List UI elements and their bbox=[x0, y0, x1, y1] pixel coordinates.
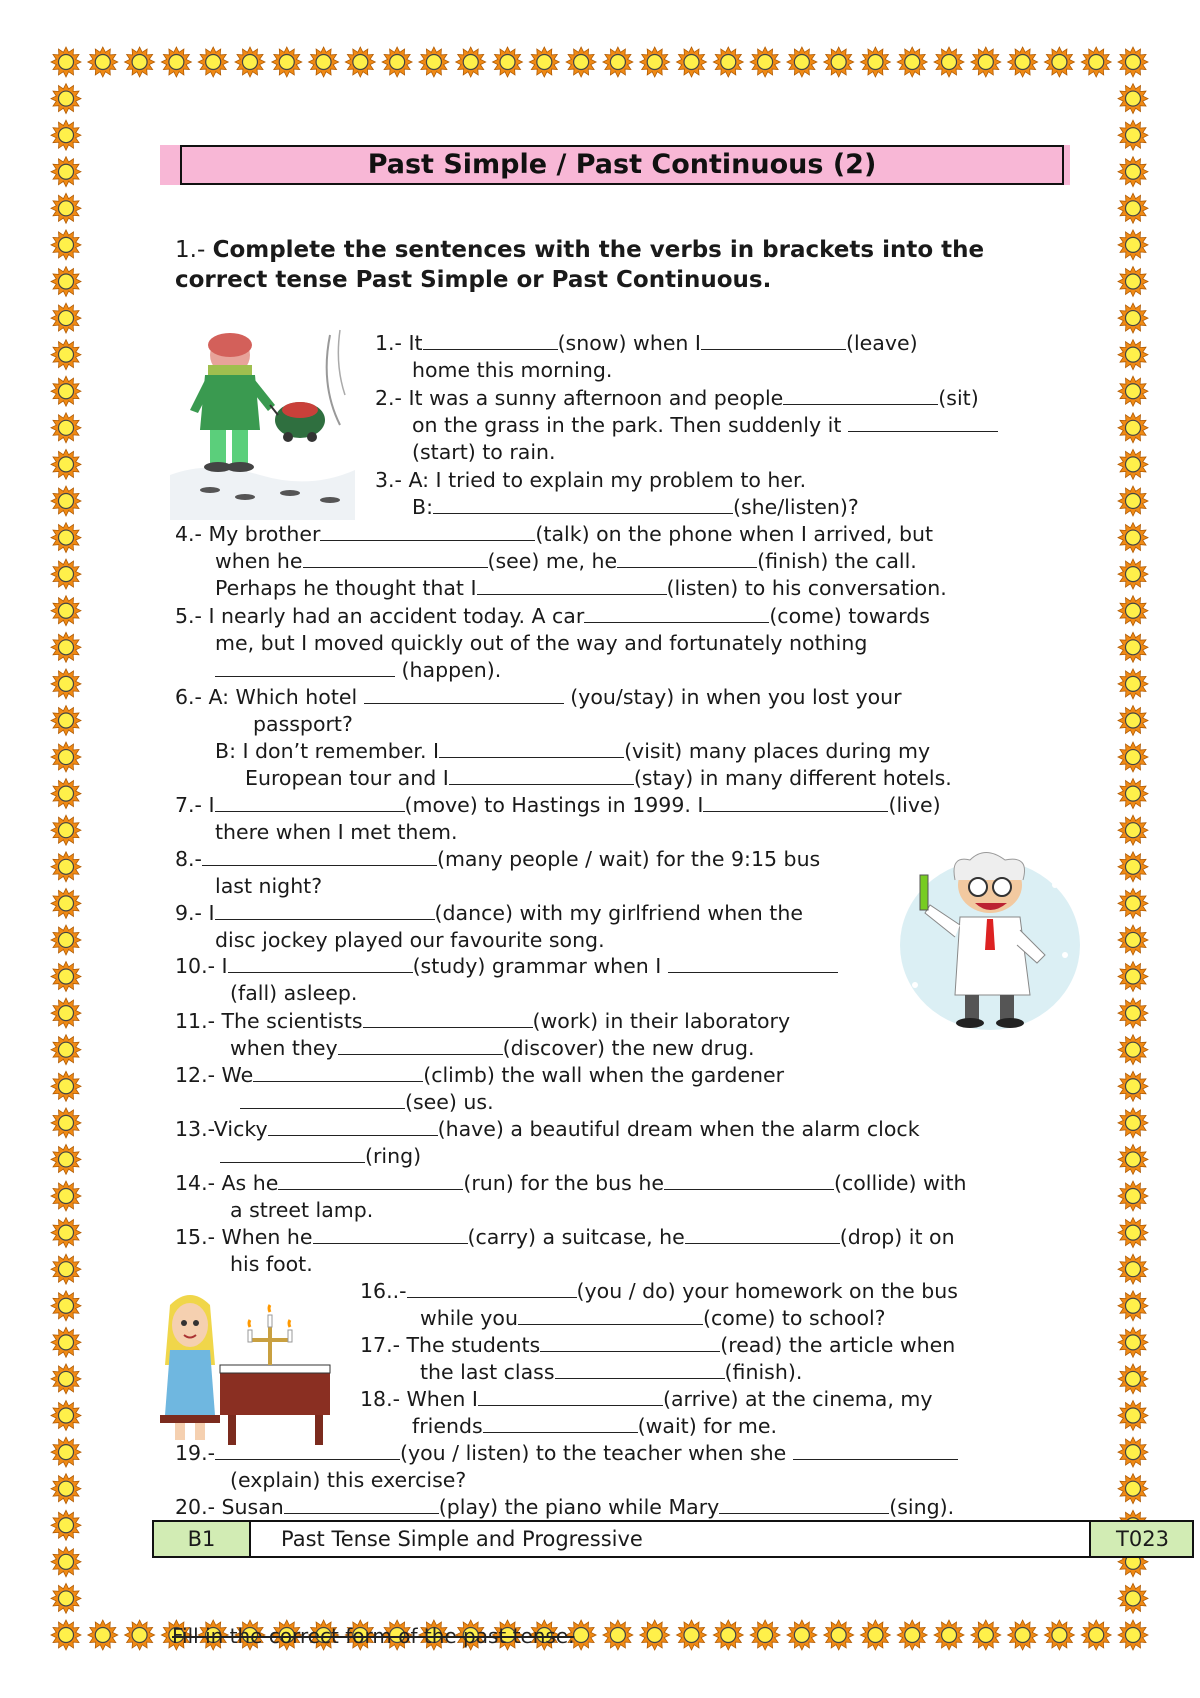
exercise-item-19: 19.- (you / listen) to the teacher when she (explain) this exercise? bbox=[175, 1440, 958, 1494]
answer-blank[interactable] bbox=[215, 793, 405, 812]
answer-blank[interactable] bbox=[540, 1333, 720, 1352]
topic-label: Past Tense Simple and Progressive bbox=[251, 1522, 1091, 1556]
answer-blank[interactable] bbox=[664, 1171, 834, 1190]
answer-blank[interactable] bbox=[303, 549, 488, 568]
exercise-item-1: 1.- It (snow) when I (leave) home this morning. bbox=[375, 331, 918, 382]
answer-blank[interactable] bbox=[313, 1225, 468, 1244]
answer-blank[interactable] bbox=[449, 766, 634, 785]
answer-blank[interactable] bbox=[518, 1306, 703, 1325]
answer-blank[interactable] bbox=[320, 522, 535, 541]
girl-at-piano-illustration bbox=[150, 1285, 340, 1450]
answer-blank[interactable] bbox=[439, 739, 624, 758]
answer-blank[interactable] bbox=[483, 1414, 638, 1433]
answer-blank[interactable] bbox=[202, 847, 437, 866]
answer-blank[interactable] bbox=[363, 1009, 533, 1028]
exercise-item-4: 4.- My brother (talk) on the phone when I arrived, but when he (see) me, he (finish) the call. Perhaps he thought that I (listen) to his conversation. bbox=[175, 522, 947, 600]
boy-in-snow-illustration bbox=[170, 325, 355, 520]
answer-blank[interactable] bbox=[278, 1171, 463, 1190]
exercise-item-11: 11.- The scientists (work) in their laboratory when they (discover) the new drug. bbox=[175, 1009, 791, 1060]
answer-blank[interactable] bbox=[783, 386, 938, 405]
answer-blank[interactable] bbox=[364, 685, 564, 704]
answer-blank[interactable] bbox=[848, 413, 998, 432]
answer-blank[interactable] bbox=[617, 549, 757, 568]
answer-blank[interactable] bbox=[584, 604, 769, 623]
exercise-item-15: 15.- When he (carry) a suitcase, he (drop) it on his foot. bbox=[175, 1225, 955, 1276]
answer-blank[interactable] bbox=[407, 1279, 577, 1298]
exercise-item-18: 18.- When I (arrive) at the cinema, my friends (wait) for me. bbox=[360, 1387, 933, 1438]
answer-blank[interactable] bbox=[478, 1387, 663, 1406]
answer-blank[interactable] bbox=[215, 1441, 400, 1460]
answer-blank[interactable] bbox=[719, 1495, 889, 1514]
exercise-item-14: 14.- As he (run) for the bus he (collide) with a street lamp. bbox=[175, 1171, 967, 1222]
exercise-item-8: 8.- (many people / wait) for the 9:15 bus last night? bbox=[175, 847, 821, 898]
answer-blank[interactable] bbox=[703, 793, 888, 812]
exercise-item-9: 9.- I (dance) with my girlfriend when the disc jockey played our favourite song. bbox=[175, 901, 803, 952]
answer-blank[interactable] bbox=[668, 954, 838, 973]
exercise-item-2: 2.- It was a sunny afternoon and people (sit) on the grass in the park. Then suddenly it (start) to rain. bbox=[375, 385, 998, 466]
exercise-item-6: 6.- A: Which hotel (you/stay) in when you lost your passport? B: I don’t remember. I (visit) many places during my European tour and I (stay) in many different hotels. bbox=[175, 685, 952, 790]
page-title: Past Simple / Past Continuous (2) bbox=[367, 149, 877, 180]
exercise-item-17: 17.- The students (read) the article when the last class (finish). bbox=[360, 1333, 956, 1384]
exercise-instruction bbox=[175, 235, 1055, 295]
exercise-item-16: 16..- (you / do) your homework on the bus while you (come) to school? bbox=[360, 1279, 958, 1330]
exercise-item-7: 7.- I (move) to Hastings in 1999. I (live) there when I met them. bbox=[175, 793, 941, 844]
answer-blank[interactable] bbox=[555, 1360, 725, 1379]
answer-blank[interactable] bbox=[793, 1441, 958, 1460]
exercise-item-13: 13.-Vicky (have) a beautiful dream when the alarm clock (ring) bbox=[175, 1117, 920, 1168]
exercise-item-5: 5.- I nearly had an accident today. A car (come) towards me, but I moved quickly out of the way and fortunately nothing (happen). bbox=[175, 604, 930, 682]
answer-blank[interactable] bbox=[215, 901, 435, 920]
level-label: B1 bbox=[154, 1522, 251, 1556]
answer-blank[interactable] bbox=[685, 1225, 840, 1244]
next-instruction-text: Fill in the correct form of the past tense. bbox=[172, 1624, 575, 1648]
exercise-item-12: 12.- We (climb) the wall when the gardener (see) us. bbox=[175, 1063, 785, 1114]
answer-blank[interactable] bbox=[338, 1036, 503, 1055]
exercise-item-10: 10.- I (study) grammar when I (fall) asleep. bbox=[175, 953, 838, 1007]
answer-blank[interactable] bbox=[240, 1090, 405, 1109]
answer-blank[interactable] bbox=[701, 331, 846, 350]
answer-blank[interactable] bbox=[268, 1117, 438, 1136]
answer-blank[interactable] bbox=[253, 1063, 423, 1082]
instruction-number: 1.- bbox=[175, 237, 213, 263]
answer-blank[interactable] bbox=[433, 495, 733, 514]
title-bar bbox=[160, 145, 1080, 185]
worksheet-footer bbox=[152, 1520, 1194, 1558]
answer-blank[interactable] bbox=[228, 954, 413, 973]
answer-blank[interactable] bbox=[220, 1144, 365, 1163]
answer-blank[interactable] bbox=[477, 576, 667, 595]
scientist-illustration bbox=[895, 845, 1085, 1035]
answer-blank[interactable] bbox=[215, 658, 395, 677]
code-label: T023 bbox=[1116, 1527, 1169, 1551]
answer-blank[interactable] bbox=[284, 1495, 439, 1514]
exercise-item-20: 20.- Susan (play) the piano while Mary (sing). bbox=[175, 1495, 955, 1519]
exercise-item-3: 3.- A: I tried to explain my problem to her. B: (she/listen)? bbox=[375, 468, 859, 519]
instruction-text: Complete the sentences with the verbs in brackets into the correct tense Past Simple or Past Continuous. bbox=[175, 237, 985, 293]
answer-blank[interactable] bbox=[423, 331, 558, 350]
